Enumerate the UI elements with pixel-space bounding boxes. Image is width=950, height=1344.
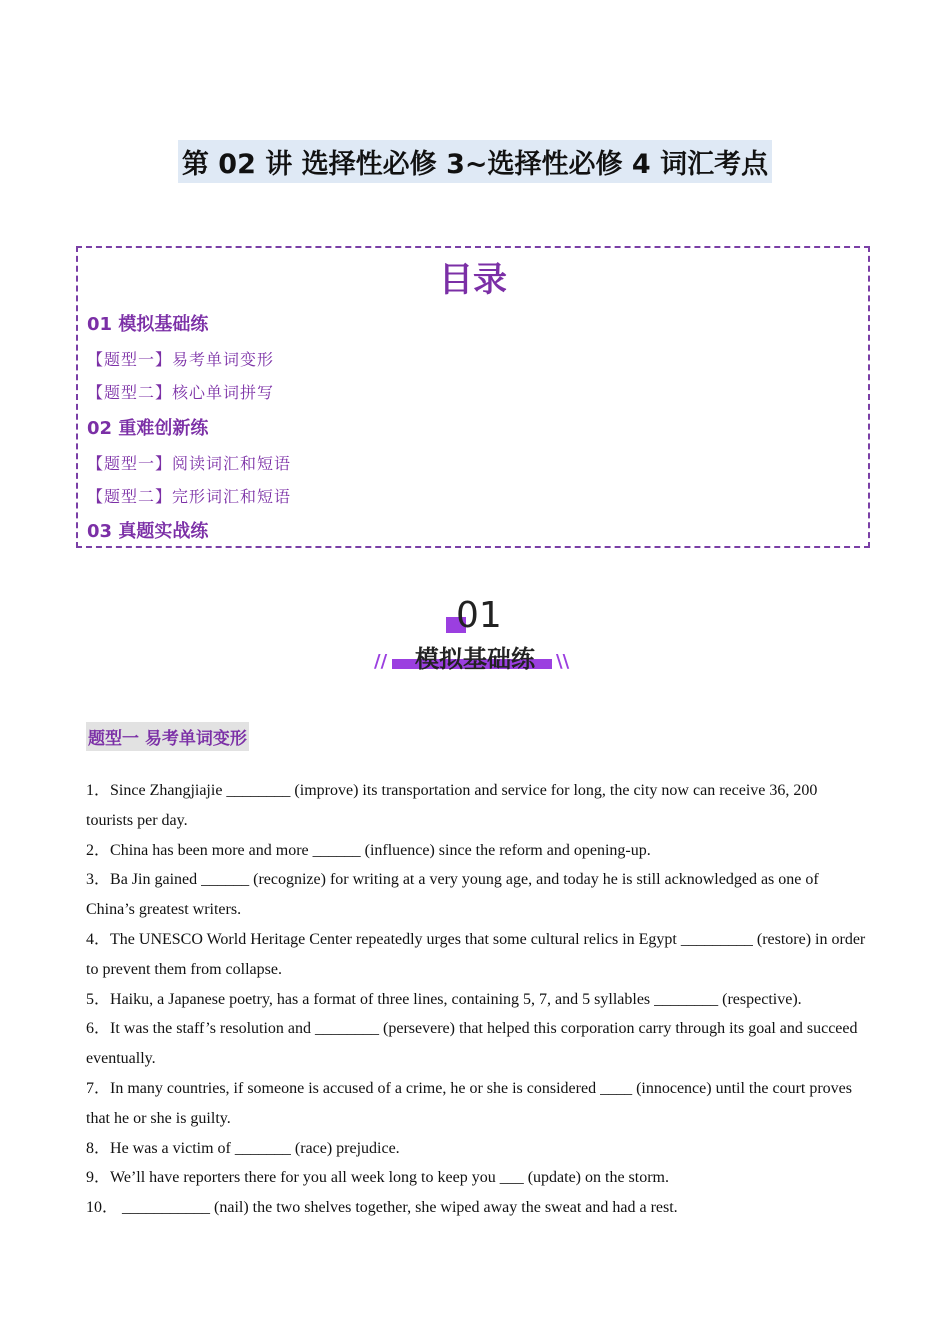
question-item: 6．It was the staff’s resolution and ________ (persevere) that helped this corporation carry through its goal and succeed eventually.	[86, 1020, 858, 1068]
question-item: 7．In many countries, if someone is accused of a crime, he or she is considered ____ (innocence) until the court proves that he or she is guilty.	[86, 1079, 852, 1127]
question-item: 3．Ba Jin gained ______ (recognize) for writing at a very young age, and today he is still acknowledged as one of China’s greatest writers.	[86, 871, 819, 919]
question-item: 4．The UNESCO World Heritage Center repeatedly urges that some cultural relics in Egypt _________ (restore) in order to prevent them from collapse.	[86, 930, 866, 978]
toc-item-01-1[interactable]: 【题型一】易考单词变形	[87, 350, 275, 369]
toc-section-01[interactable]: 01 模拟基础练	[87, 314, 209, 335]
toc-section-02[interactable]: 02 重难创新练	[87, 418, 209, 439]
table-of-contents	[76, 246, 870, 548]
question-item: 1．Since Zhangjiajie ________ (improve) its transportation and service for long, the city now can receive 36, 200 tourists per day.	[86, 782, 818, 829]
title-wrap	[0, 140, 950, 183]
question-type-label: 题型一 易考单词变形	[86, 722, 249, 751]
badge-title: 模拟基础练	[415, 645, 535, 673]
question-item: 5．Haiku, a Japanese poetry, has a format of three lines, containing 5, 7, and 5 syllables ________ (respective).	[86, 990, 802, 1008]
section-badge	[370, 595, 580, 685]
badge-right-mark: \\	[556, 651, 570, 672]
toc-item-02-1[interactable]: 【题型一】阅读词汇和短语	[87, 454, 292, 473]
toc-item-01-2[interactable]: 【题型二】核心单词拼写	[87, 383, 275, 402]
badge-number: 01	[456, 595, 502, 636]
question-item: 8．He was a victim of _______ (race) prejudice.	[86, 1139, 400, 1157]
question-item: 2．China has been more and more ______ (influence) since the reform and opening-up.	[86, 841, 651, 859]
question-list	[86, 776, 866, 1223]
page-title: 第 02 讲 选择性必修 3~选择性必修 4 词汇考点	[178, 140, 772, 183]
toc-heading: 目录	[439, 260, 507, 300]
toc-item-02-2[interactable]: 【题型二】完形词汇和短语	[87, 487, 292, 506]
toc-section-03[interactable]: 03 真题实战练	[87, 521, 209, 542]
question-item: 10． ___________ (nail) the two shelves together, she wiped away the sweat and had a rest.	[86, 1199, 678, 1217]
badge-left-mark: //	[374, 651, 388, 672]
question-item: 9．We’ll have reporters there for you all week long to keep you ___ (update) on the storm.	[86, 1169, 669, 1187]
